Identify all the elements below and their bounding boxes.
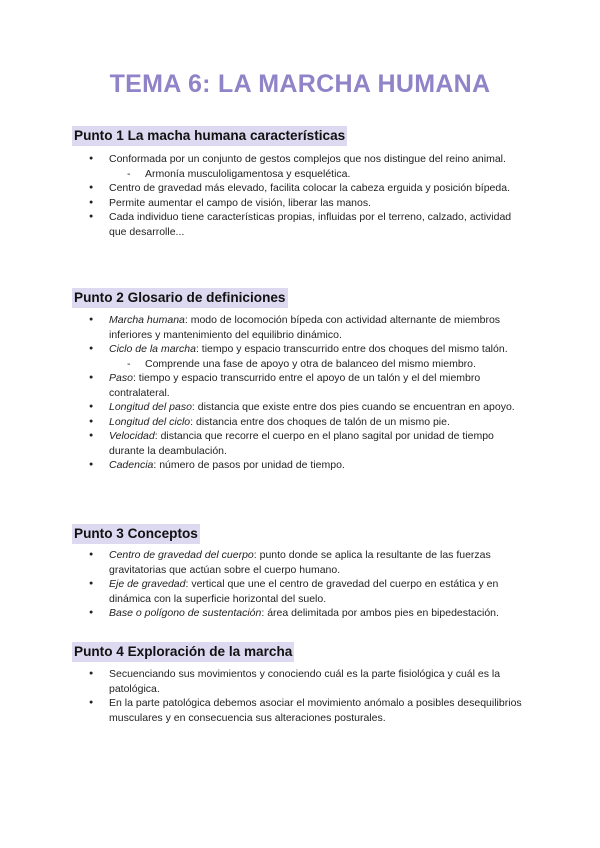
list-item: ● Marcha humana: modo de locomoción bípeda con actividad alternante de miembros inferiores y mantenimiento del equilibrio dinámico. <box>0 313 600 342</box>
section-heading-4: Punto 4 Exploración de la marcha <box>72 642 294 662</box>
list-item: ● En la parte patológica debemos asociar el movimiento anómalo a posibles desequilibrios musculares y en consecuencia sus alteraciones posturales. <box>0 696 600 725</box>
list-item: ● Eje de gravedad: vertical que une el centro de gravedad del cuerpo en estática y en dinámica con la superficie horizontal del suelo. <box>0 577 600 606</box>
list-item: ● Centro de gravedad del cuerpo: punto donde se aplica la resultante de las fuerzas gravitatorias que actúan sobre el cuerpo humano. <box>0 548 600 577</box>
section-list-4 <box>0 667 600 725</box>
section-heading-2: Punto 2 Glosario de definiciones <box>72 288 288 308</box>
list-item: ● Conformada por un conjunto de gestos complejos que nos distingue del reino animal. <box>0 152 600 167</box>
list-item: ● Paso: tiempo y espacio transcurrido entre el apoyo de un talón y el del miembro contralateral. <box>0 371 600 400</box>
section-heading-3: Punto 3 Conceptos <box>72 524 200 544</box>
list-item: ● Centro de gravedad más elevado, facilita colocar la cabeza erguida y posición bípeda. <box>0 181 600 196</box>
page-title: TEMA 6: LA MARCHA HUMANA <box>109 70 491 98</box>
list-item: ● Ciclo de la marcha: tiempo y espacio transcurrido entre dos choques del mismo talón. <box>0 342 600 357</box>
list-subitem: - Comprende una fase de apoyo y otra de balanceo del mismo miembro. <box>0 357 600 372</box>
list-item: ● Longitud del ciclo: distancia entre dos choques de talón de un mismo pie. <box>0 415 600 430</box>
list-item: ● Permite aumentar el campo de visión, liberar las manos. <box>0 196 600 211</box>
list-item: ● Base o polígono de sustentación: área delimitada por ambos pies en bipedestación. <box>0 606 600 621</box>
section-list-3 <box>0 548 600 621</box>
section-list-2 <box>0 313 600 473</box>
section-list-1 <box>0 152 600 239</box>
list-item: ● Cadencia: número de pasos por unidad de tiempo. <box>0 458 600 473</box>
list-item: ● Cada individuo tiene características propias, influidas por el terreno, calzado, actividad que desarrolle... <box>0 210 600 239</box>
list-item: ● Secuenciando sus movimientos y conociendo cuál es la parte fisiológica y cuál es la patológica. <box>0 667 600 696</box>
list-item: ● Longitud del paso: distancia que existe entre dos pies cuando se encuentran en apoyo. <box>0 400 600 415</box>
section-heading-1: Punto 1 La macha humana características <box>72 126 347 146</box>
list-item: ● Velocidad: distancia que recorre el cuerpo en el plano sagital por unidad de tiempo durante la deambulación. <box>0 429 600 458</box>
list-subitem: - Armonía musculoligamentosa y esquelética. <box>0 167 600 182</box>
